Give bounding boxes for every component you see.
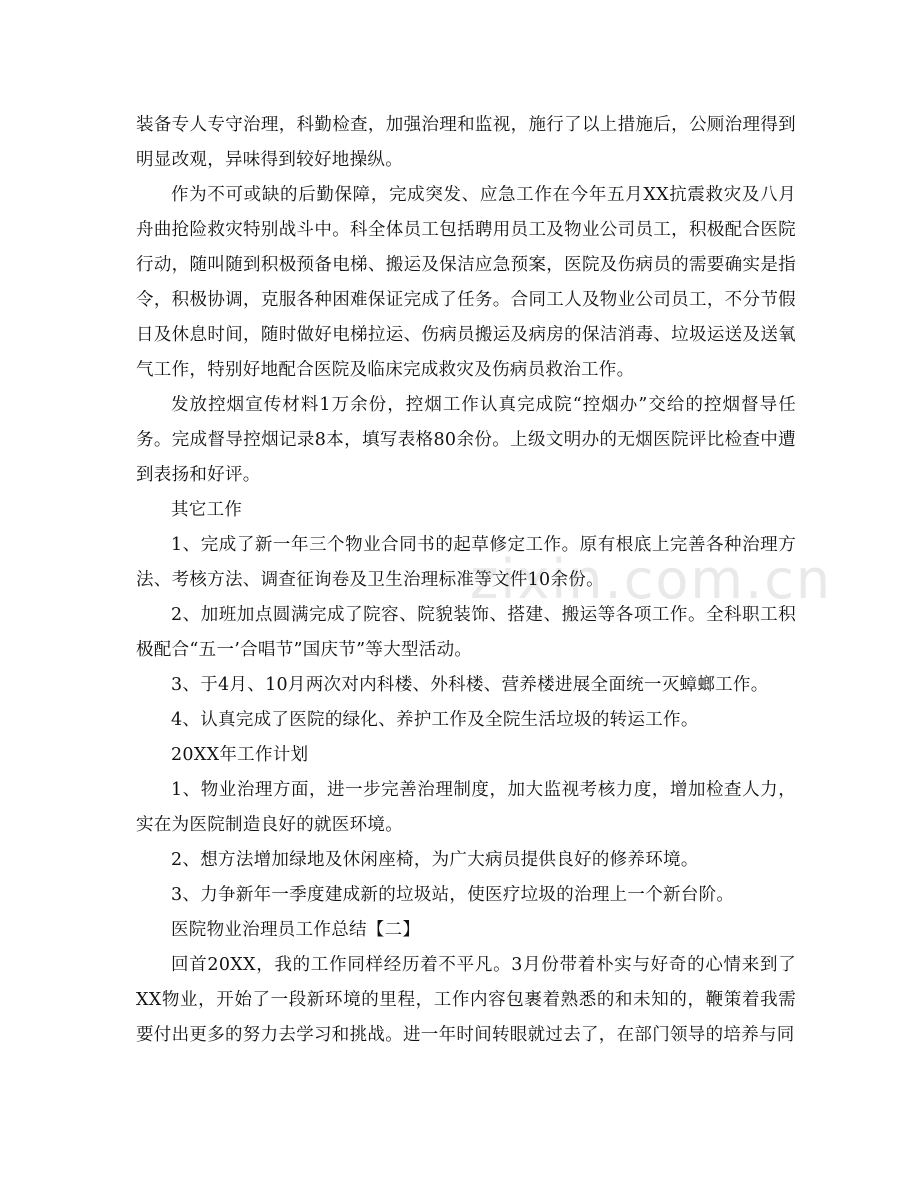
list-item-other-work-2: 2、加班加点圆满完成了院容、院貌装饰、搭建、搬运等各项工作。全科职工积极配合“五一’合唱节”国庆节”等大型活动。 bbox=[136, 605, 796, 660]
paragraph-smoking-control: 发放控烟宣传材料1万余份，控烟工作认真完成院“控烟办”交给的控烟督导任务。完成督导控烟记录8本，填写表格80余份。上级文明办的无烟医院评比检查中遭到表扬和好评。 bbox=[136, 395, 796, 485]
list-item-other-work-1: 1、完成了新一年三个物业合同书的起草修定工作。原有根底上完善各种治理方法、考核方法、调查征询卷及卫生治理标准等文件10余份。 bbox=[136, 535, 796, 590]
list-item-plan-3: 3、力争新年一季度建成新的垃圾站，使医疗垃圾的治理上一个新台阶。 bbox=[171, 885, 735, 905]
paragraph-emergency-work: 作为不可或缺的后勤保障，完成突发、应急工作在今年五月XX抗震救灾及八月舟曲抢险救灾特别战斗中。科全体员工包括聘用员工及物业公司员工，积极配合医院行动，随叫随到积极预备电梯、搬运及保洁应急预案，医院及伤病员的需要确实是指令，积极协调，克服各种困难保证完成了任务。合同工人及物业公司员工，不分节假日及休息时间，随时做好电梯拉运、伤病员搬运及病房的保洁消毒、垃圾运送及送氧气工作，特别好地配合医院及临床完成救灾及伤病员救治工作。 bbox=[136, 185, 796, 380]
watermark: zixin.com.cn bbox=[470, 548, 833, 611]
paragraph-continuation: 装备专人专守治理，科勤检查，加强治理和监视，施行了以上措施后，公厕治理得到明显改观，异味得到较好地操纵。 bbox=[136, 115, 796, 170]
document-body bbox=[136, 108, 796, 1053]
list-item-other-work-4: 4、认真完成了医院的绿化、养护工作及全院生活垃圾的转运工作。 bbox=[171, 710, 699, 730]
list-item-other-work-3: 3、于4月、10月两次对内科楼、外科楼、营养楼进展全面统一灭蟑螂工作。 bbox=[171, 675, 769, 695]
section-heading-summary-two: 医院物业治理员工作总结【二】 bbox=[171, 920, 421, 940]
paragraph-summary-two-intro: 回首20XX，我的工作同样经历着不平凡。3月份带着朴实与好奇的心情来到了XX物业，开始了一段新环境的里程，工作内容包裹着熟悉的和未知的，鞭策着我需要付出更多的努力去学习和挑战。进一年时间转眼就过去了，在部门领导的培养与同 bbox=[136, 955, 796, 1045]
section-heading-work-plan: 20XX年工作计划 bbox=[171, 745, 309, 765]
list-item-plan-1: 1、物业治理方面，进一步完善治理制度，加大监视考核力度，增加检查人力，实在为医院制造良好的就医环境。 bbox=[136, 780, 796, 835]
section-heading-other-work: 其它工作 bbox=[171, 500, 243, 520]
list-item-plan-2: 2、想方法增加绿地及休闲座椅，为广大病员提供良好的修养环境。 bbox=[171, 850, 699, 870]
